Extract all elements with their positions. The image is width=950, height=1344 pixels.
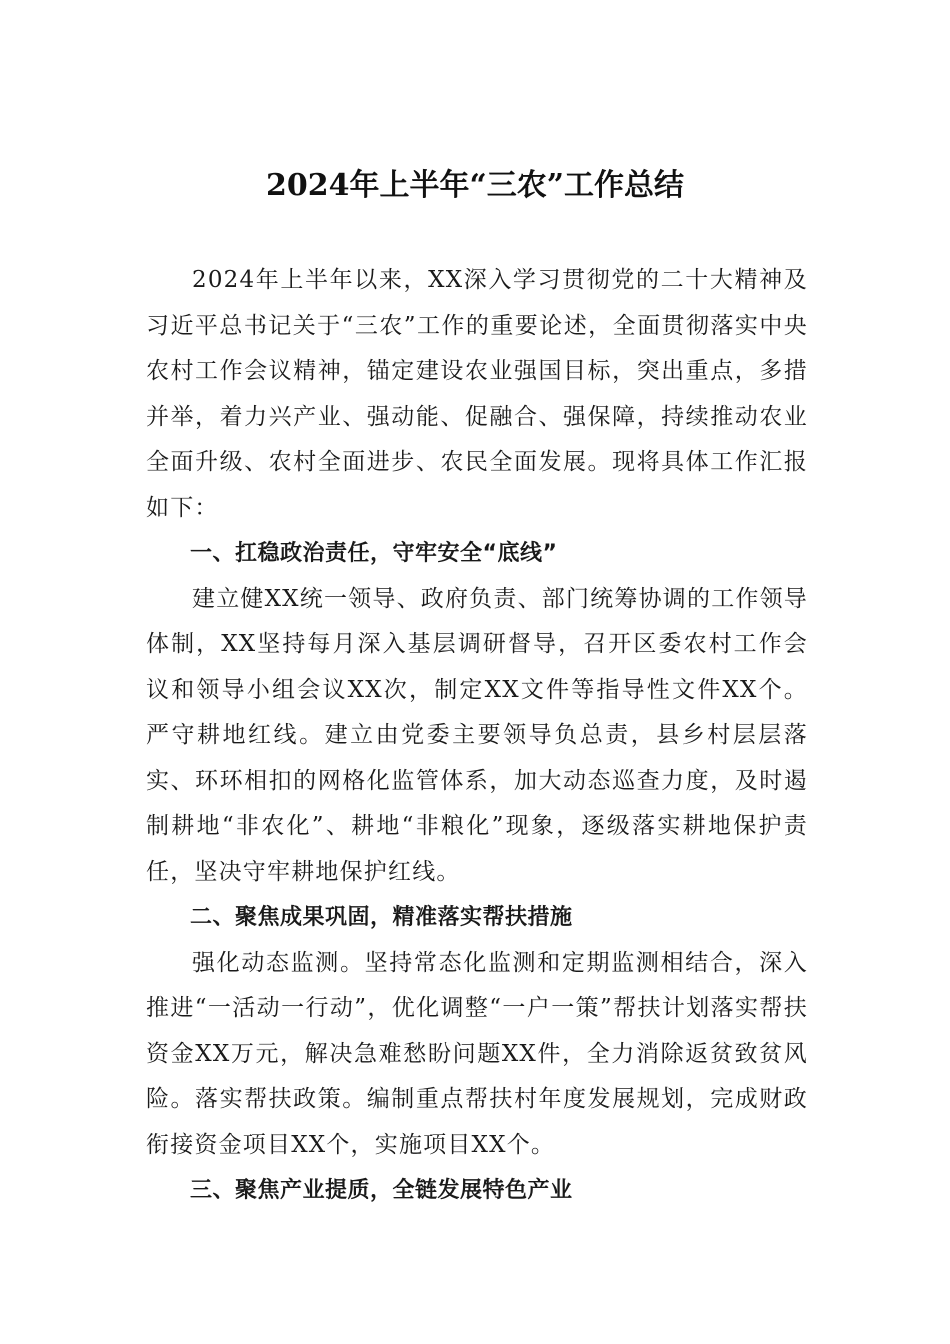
document-body — [146, 258, 808, 1214]
document-title: 2024年上半年“三农”工作总结 — [265, 168, 684, 203]
section-paragraph-1: 建立健XX统一领导、政府负责、部门统筹协调的工作领导体制，XX坚持每月深入基层调研督导，召开区委农村工作会议和领导小组会议XX次，制定XX文件等指导性文件XX个。严守耕地红线。建立由党委主要领导负总责，县乡村层层落实、环环相扣的网格化监管体系，加大动态巡查力度，及时遏制耕地“非农化”、耕地“非粮化”现象，逐级落实耕地保护责任，坚决守牢耕地保护红线。 — [146, 585, 808, 885]
section-paragraph-2: 强化动态监测。坚持常态化监测和定期监测相结合，深入推进“一活动一行动”，优化调整“一户一策”帮扶计划落实帮扶资金XX万元，解决急难愁盼问题XX件，全力消除返贫致贫风险。落实帮扶政策。编制重点帮扶村年度发展规划，完成财政衔接资金项目XX个，实施项目XX个。 — [146, 949, 808, 1158]
section-heading-2: 二、聚焦成果巩固，精准落实帮扶措施 — [190, 905, 573, 930]
section-heading-3: 三、聚焦产业提质，全链发展特色产业 — [190, 1178, 573, 1203]
section-heading-1: 一、扛稳政治责任，守牢安全“底线” — [190, 541, 558, 566]
intro-paragraph: 2024年上半年以来，XX深入学习贯彻党的二十大精神及习近平总书记关于“三农”工作的重要论述，全面贯彻落实中央农村工作会议精神，锚定建设农业强国目标，突出重点，多措并举，着力兴产业、强动能、促融合、强保障，持续推动农业全面升级、农村全面进步、农民全面发展。现将具体工作汇报如下： — [146, 267, 808, 521]
